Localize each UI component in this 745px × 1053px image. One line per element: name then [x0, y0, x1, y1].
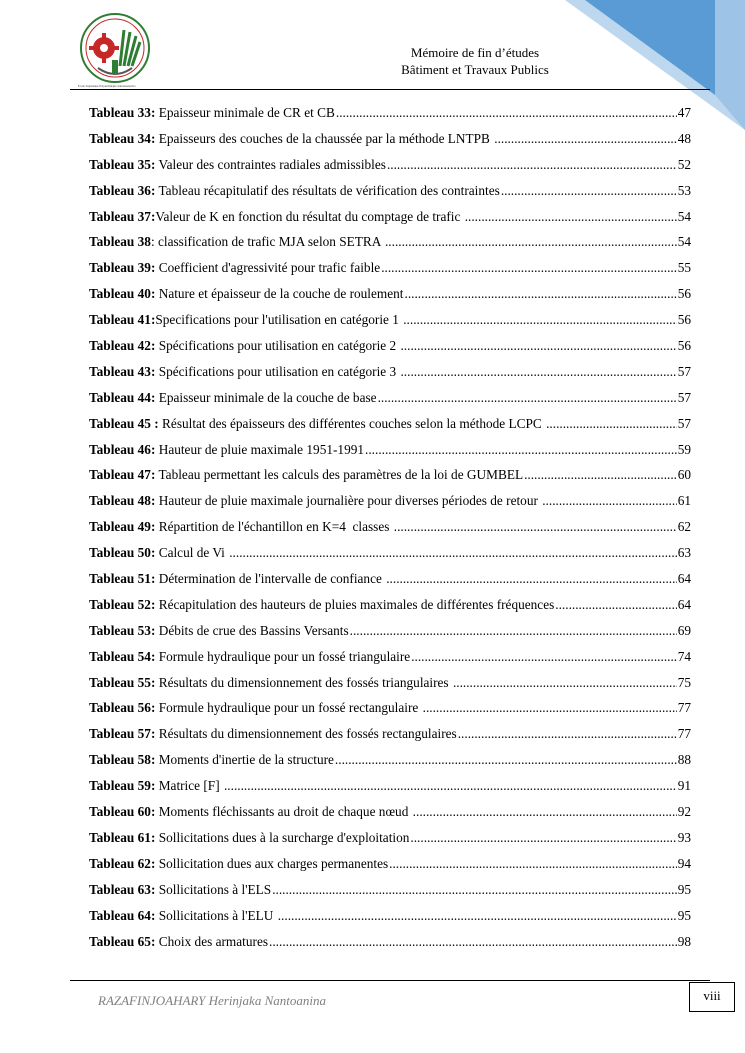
toc-entry[interactable]: [89, 778, 691, 804]
toc-entry-label: Tableau 33:: [89, 105, 156, 120]
toc-entry-label: Tableau 49:: [89, 519, 156, 535]
toc-entry-title: Résultats du dimensionnement des fossés rectangulaires: [155, 726, 457, 742]
toc-entry[interactable]: [89, 105, 691, 131]
toc-entry-title: Détermination de l'intervalle de confiance: [155, 571, 386, 587]
toc-entry-label: Tableau 36:: [89, 182, 156, 198]
toc-entry-page: 63: [677, 545, 691, 561]
toc-entry-leader-dots: [335, 752, 677, 768]
toc-entry[interactable]: [89, 804, 691, 830]
toc-entry-label: Tableau 34:: [89, 130, 156, 146]
toc-entry-title: Sollicitations à l'ELS: [155, 881, 272, 897]
toc-entry-title: Spécifications pour utilisation en catégorie 2: [155, 338, 400, 354]
toc-entry-title: Epaisseurs des couches de la chaussée par la méthode LNTPB: [155, 130, 494, 146]
toc-entry-title: Répartition de l'échantillon en K=4 classes: [155, 519, 393, 535]
toc-entry[interactable]: [89, 830, 691, 856]
toc-entry-label: Tableau 37:: [89, 208, 156, 224]
toc-entry[interactable]: [89, 597, 691, 623]
toc-entry-leader-dots: [405, 286, 677, 302]
toc-entry-leader-dots: [224, 778, 677, 794]
toc-entry-page: 52: [677, 156, 691, 172]
toc-entry-page: 62: [677, 519, 691, 535]
toc-entry-page: 98: [677, 933, 691, 949]
toc-entry-page: 91: [677, 778, 691, 794]
toc-entry-leader-dots: [465, 209, 677, 225]
toc-entry-leader-dots: [400, 338, 676, 354]
toc-entry-label: Tableau 42:: [89, 338, 156, 354]
toc-entry[interactable]: [89, 649, 691, 675]
toc-entry-leader-dots: [336, 105, 677, 121]
toc-entry-leader-dots: [453, 675, 677, 691]
toc-entry-title: Récapitulation des hauteurs de pluies maximales de différentes fréquences: [155, 596, 555, 612]
toc-entry-page: 60: [677, 467, 691, 483]
school-logo: [74, 10, 156, 90]
toc-entry-page: 92: [677, 804, 691, 820]
toc-entry-label: Tableau 58:: [89, 752, 156, 768]
toc-entry-page: 53: [677, 182, 691, 198]
toc-entry-leader-dots: [387, 157, 677, 173]
toc-entry-leader-dots: [524, 467, 677, 483]
toc-entry-title: Sollicitations dues à la surcharge d'exploitation: [155, 829, 410, 845]
toc-entry[interactable]: [89, 364, 691, 390]
toc-entry-title: Calcul de Vi: [155, 545, 229, 561]
toc-entry-leader-dots: [555, 597, 676, 613]
toc-entry-label: Tableau 63:: [89, 881, 156, 897]
toc-entry-leader-dots: [272, 882, 677, 898]
header-thesis-title: Mémoire de fin d’études: [410, 45, 540, 60]
toc-entry[interactable]: [89, 209, 691, 235]
page-number: viii: [689, 982, 735, 1012]
toc-entry-page: 64: [677, 596, 691, 612]
toc-entry-leader-dots: [229, 545, 676, 561]
toc-entry-title: Formule hydraulique pour un fossé rectangulaire: [155, 700, 422, 716]
toc-entry-label: Tableau 35:: [89, 156, 156, 172]
toc-entry-leader-dots: [494, 131, 676, 147]
toc-entry-label: Tableau 52:: [89, 596, 156, 612]
toc-entry[interactable]: [89, 934, 691, 960]
toc-entry-title: Epaisseur minimale de la couche de base: [155, 389, 377, 405]
toc-entry-page: 54: [677, 234, 691, 250]
toc-entry-title: Specifications pour l'utilisation en catégorie 1: [155, 312, 403, 328]
toc-entry[interactable]: [89, 312, 691, 338]
toc-entry-label: Tableau 64:: [89, 907, 156, 923]
toc-entry-page: 55: [677, 260, 691, 276]
toc-entry[interactable]: [89, 545, 691, 571]
toc-entry[interactable]: [89, 519, 691, 545]
toc-entry[interactable]: [89, 416, 691, 442]
toc-entry-leader-dots: [378, 390, 677, 406]
toc-entry[interactable]: [89, 726, 691, 752]
toc-entry[interactable]: [89, 234, 691, 260]
footer-author: RAZAFINJOAHARY Herinjaka Nantoanina: [98, 993, 326, 1008]
toc-entry-title: Valeur des contraintes radiales admissibles: [155, 156, 386, 172]
toc-entry[interactable]: [89, 882, 691, 908]
toc-entry-title: Sollicitations à l'ELU: [155, 907, 277, 923]
toc-entry-title: : classification de trafic MJA selon SETRA: [150, 234, 384, 250]
footer-divider: [70, 980, 710, 981]
toc-entry-label: Tableau 43:: [89, 363, 156, 379]
toc-entry-leader-dots: [386, 571, 676, 587]
toc-entry-title: Tableau récapitulatif des résultats de vérification des contraintes: [155, 182, 500, 198]
toc-entry-label: Tableau 41:: [89, 312, 156, 328]
toc-entry-label: Tableau 54:: [89, 648, 156, 664]
toc-entry-label: Tableau 45 :: [89, 415, 159, 431]
toc-entry-label: Tableau 57:: [89, 726, 156, 742]
toc-entry-leader-dots: [458, 726, 677, 742]
toc-entry[interactable]: [89, 752, 691, 778]
toc-entry-leader-dots: [501, 183, 677, 199]
toc-entry-page: 57: [677, 415, 691, 431]
toc-entry-title: Spécifications pour utilisation en catégorie 3: [155, 363, 400, 379]
toc-entry[interactable]: [89, 571, 691, 597]
toc-entry-label: Tableau 55:: [89, 674, 156, 690]
toc-entry-title: Valeur de K en fonction du résultat du comptage de trafic: [155, 208, 464, 224]
toc-entry-title: Choix des armatures: [155, 933, 269, 949]
toc-entry-label: Tableau 39:: [89, 260, 156, 276]
toc-entry-title: Sollicitation dues aux charges permanentes: [155, 855, 389, 871]
toc-entry-page: 56: [677, 286, 691, 302]
toc-entry-page: 95: [677, 881, 691, 897]
toc-entry-label: Tableau 38: [89, 234, 151, 250]
toc-entry-title: Moments d'inertie de la structure: [155, 752, 334, 768]
toc-entry-label: Tableau 65:: [89, 933, 156, 949]
toc-entry-leader-dots: [403, 312, 676, 328]
toc-entry-leader-dots: [381, 260, 677, 276]
toc-entry-title: Coefficient d'agressivité pour trafic faible: [155, 260, 381, 276]
toc-entry[interactable]: [89, 183, 691, 209]
toc-entry-label: Tableau 56:: [89, 700, 156, 716]
toc-entry-label: Tableau 51:: [89, 571, 156, 587]
toc-entry-leader-dots: [413, 804, 677, 820]
toc-entry-title: Moments fléchissants au droit de chaque nœud: [155, 804, 412, 820]
toc-entry-leader-dots: [542, 493, 676, 509]
toc-entry-page: 48: [677, 130, 691, 146]
toc-entry-page: 64: [677, 571, 691, 587]
toc-entry[interactable]: [89, 856, 691, 882]
toc-entry[interactable]: [89, 157, 691, 183]
toc-entry-leader-dots: [365, 442, 677, 458]
toc-entry-leader-dots: [385, 234, 677, 250]
toc-entry[interactable]: [89, 467, 691, 493]
toc-entry-page: 75: [677, 674, 691, 690]
toc-entry-page: 77: [677, 726, 691, 742]
toc-entry-leader-dots: [350, 623, 677, 639]
toc-entry[interactable]: [89, 390, 691, 416]
toc-entry[interactable]: [89, 131, 691, 157]
toc-entry-title: Tableau permettant les calculs des paramètres de la loi de GUMBEL: [155, 467, 524, 483]
toc-entry[interactable]: [89, 623, 691, 649]
toc-entry-label: Tableau 61:: [89, 829, 156, 845]
toc-entry-label: Tableau 48:: [89, 493, 156, 509]
toc-entry-title: Nature et épaisseur de la couche de roulement: [155, 286, 404, 302]
toc-entry-leader-dots: [269, 934, 677, 950]
toc-entry[interactable]: [89, 700, 691, 726]
toc-entry[interactable]: [89, 260, 691, 286]
toc-entry-leader-dots: [423, 700, 677, 716]
toc-entry-label: Tableau 62:: [89, 855, 156, 871]
toc-entry-label: Tableau 60:: [89, 804, 156, 820]
toc-entry-label: Tableau 53:: [89, 622, 156, 638]
toc-entry-label: Tableau 59:: [89, 778, 156, 794]
toc-entry-page: 61: [677, 493, 691, 509]
toc-entry-page: 56: [677, 312, 691, 328]
toc-entry-page: 77: [677, 700, 691, 716]
toc-entry-title: Résultats du dimensionnement des fossés triangulaires: [155, 674, 452, 690]
toc-entry-title: Formule hydraulique pour un fossé triangulaire: [155, 648, 411, 664]
logo-caption: Ecole Supérieure Polytechnique d'Antananarivo: [78, 84, 136, 88]
toc-entry-page: 74: [677, 648, 691, 664]
toc-entry-page: 93: [677, 829, 691, 845]
toc-entry[interactable]: [89, 286, 691, 312]
toc-entry-label: Tableau 50:: [89, 545, 156, 561]
toc-entry-leader-dots: [546, 416, 677, 432]
toc-entry-page: 56: [677, 338, 691, 354]
toc-entry-leader-dots: [410, 830, 676, 846]
toc-entry-label: Tableau 40:: [89, 286, 156, 302]
toc-entry-label: Tableau 44:: [89, 389, 156, 405]
toc-entry[interactable]: [89, 442, 691, 468]
toc-entry-page: 59: [677, 441, 691, 457]
toc-entry-leader-dots: [400, 364, 676, 380]
toc-entry[interactable]: [89, 675, 691, 701]
toc-entry-page: 95: [677, 907, 691, 923]
toc-entry-page: 88: [677, 752, 691, 768]
toc-entry-title: Epaisseur minimale de CR et CB: [155, 105, 335, 120]
toc-entry-page: 57: [677, 363, 691, 379]
toc-entry-page: 54: [677, 208, 691, 224]
toc-entry-leader-dots: [278, 908, 677, 924]
toc-entry[interactable]: [89, 493, 691, 519]
toc-entry-title: Matrice [F]: [155, 778, 223, 794]
toc-entry-page: 94: [677, 855, 691, 871]
toc-entry-leader-dots: [411, 649, 677, 665]
toc-entry-title: Résultat des épaisseurs des différentes couches selon la méthode LCPC: [158, 415, 546, 431]
toc-entry-leader-dots: [394, 519, 677, 535]
header-department: Bâtiment et Travaux Publics: [401, 62, 549, 77]
toc-entry-label: Tableau 46:: [89, 441, 156, 457]
toc-entry-label: Tableau 47:: [89, 467, 156, 483]
list-of-tables: [89, 105, 691, 959]
toc-entry[interactable]: [89, 908, 691, 934]
header-divider: [70, 89, 710, 90]
toc-entry-title: Hauteur de pluie maximale 1951-1991: [155, 441, 365, 457]
toc-entry[interactable]: [89, 338, 691, 364]
toc-entry-page: 69: [677, 622, 691, 638]
toc-entry-leader-dots: [389, 856, 677, 872]
toc-entry-page: 47: [677, 105, 691, 120]
toc-entry-page: 57: [677, 389, 691, 405]
toc-entry-title: Hauteur de pluie maximale journalière pour diverses périodes de retour: [155, 493, 542, 509]
toc-entry-title: Débits de crue des Bassins Versants: [155, 622, 349, 638]
